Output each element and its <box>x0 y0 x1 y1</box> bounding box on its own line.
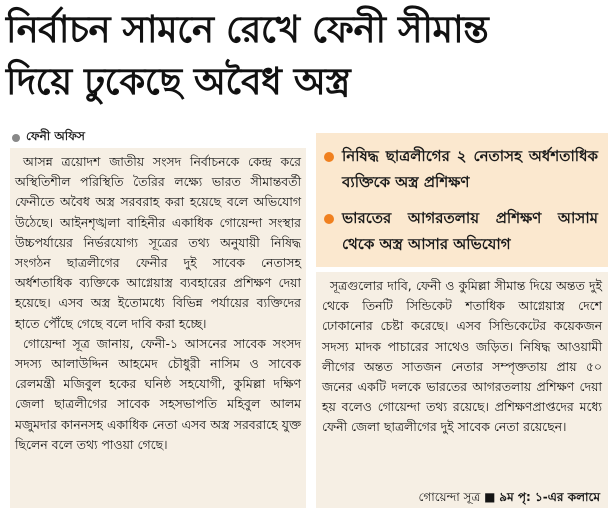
source-credit: গোয়েন্দা সূত্র <box>418 490 481 504</box>
continuation-text: ৯ম পৃ: ১-এর কলামে <box>499 490 600 504</box>
dateline-text: ফেনী অফিস <box>26 129 85 143</box>
bullet-dot-icon <box>12 134 20 142</box>
highlight-box <box>316 133 608 267</box>
article-column-right <box>316 272 608 508</box>
highlight-item <box>324 143 598 195</box>
square-icon: ■ <box>484 490 496 504</box>
headline-line-2: দিয়ে ঢুকেছে অবৈধ অস্ত্র <box>6 60 351 103</box>
paragraph: সূত্রগুলোর দাবি, ফেনী ও কুমিল্লা সীমান্ত দিয়ে অন্তত দুই থেকে তিনটি সিন্ডিকেট শতাধিক আগ্নেয়াস্ত্র দেশে ঢোকানোর চেষ্টা করেছে। এসব সিন্ডিকেটের কয়েকজন সদস্য মাদক পাচারের সাথেও জড়িত। নিষিদ্ধ আওয়ামী লীগের অন্তত সাতজন নেতার সম্পৃক্ততায় প্রায় ৫০ জনের একটি দলকে ভারতের আগরতলায় প্রশিক্ষণ দেয়া হয় বলেও গোয়েন্দা তথ্য রয়েছে। প্রশিক্ষণপ্রাপ্তদের মধ্যে ফেনী জেলা ছাত্রলীগের দুই সাবেক নেতা রয়েছেন। <box>322 278 602 435</box>
paragraph: আসন্ন ত্রয়োদশ জাতীয় সংসদ নির্বাচনকে কেন্দ্র করে অস্থিতিশীল পরিস্থিতি তৈরির লক্ষ্যে ভারত সীমান্তবর্তী ফেনীতে অবৈধ অস্ত্র সরবরাহ করা হয়েছে বলে অভিযোগ উঠেছে। আইনশৃঙ্খলা বাহিনীর একাধিক গোয়েন্দা সংস্থার উচ্চপর্যায়ের নির্ভরযোগ্য সূত্রের তথ্য অনুযায়ী নিষিদ্ধ সংগঠন ছাত্রলীগের ফেনীর দুই সাবেক নেতাসহ অর্ধশতাধিক ব্যক্তিকে আগ্নেয়াস্ত্র ব্যবহারের প্রশিক্ষণ দেয়া হয়েছে। এসব অস্ত্র ইতোমধ্যে বিভিন্ন পর্যায়ের ব্যক্তিদের হাতে পৌঁছে গেছে বলে দাবি করা হচ্ছে। <box>15 154 301 331</box>
headline <box>6 4 606 108</box>
article-column-left <box>10 148 306 508</box>
highlight-item <box>324 205 598 257</box>
highlight-text: নিষিদ্ধ ছাত্রলীগের ২ নেতাসহ অর্ধশতাধিক ব্যক্তিকে অস্ত্র প্রশিক্ষণ <box>342 147 598 191</box>
headline-line-1: নির্বাচন সামনে রেখে ফেনী সীমান্ত <box>6 8 489 51</box>
orange-bullet-icon <box>324 152 334 162</box>
highlight-text: ভারতের আগরতলায় প্রশিক্ষণ আসাম থেকে অস্ত্র আসার অভিযোগ <box>342 209 598 253</box>
orange-bullet-icon <box>324 214 334 224</box>
dateline <box>12 128 85 148</box>
paragraph: গোয়েন্দা সূত্র জানায়, ফেনী-১ আসনের সাবেক সংসদ সদস্য আলাউদ্দিন আহমেদ চৌধুরী নাসিম ও সাবেক রেলমন্ত্রী মজিবুল হকের ঘনিষ্ঠ সহযোগী, কুমিল্লা দক্ষিণ জেলা ছাত্রলীগের সাবেক সহসভাপতি মহিবুল আলম মজুমদার কাননসহ একাধিক নেতা এসব অস্ত্র সরবরাহে যুক্ত ছিলেন বলে তথ্য পাওয়া গেছে। <box>15 335 301 452</box>
continuation-line <box>324 488 600 506</box>
